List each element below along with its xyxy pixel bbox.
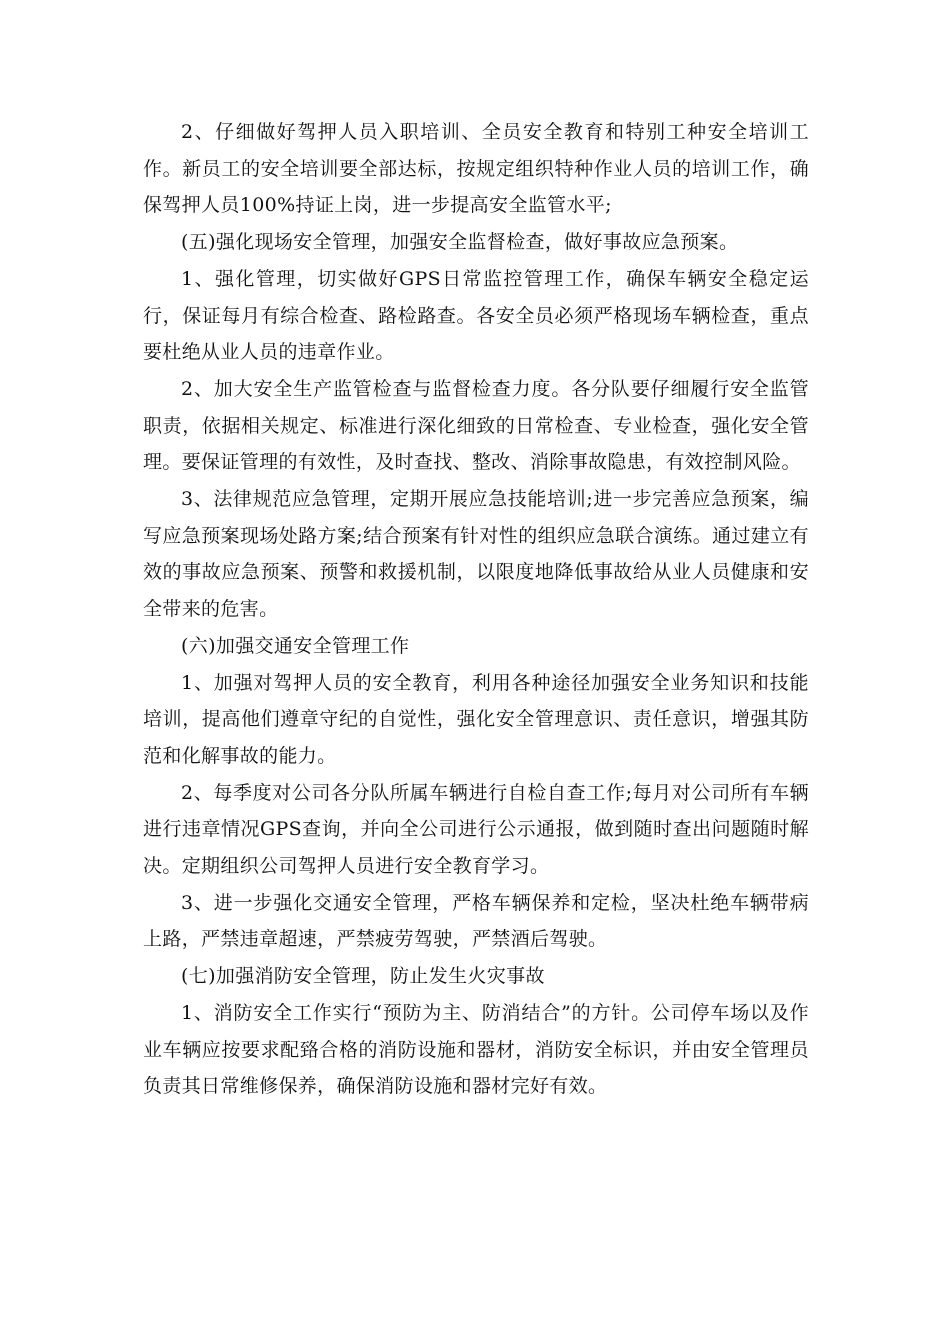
paragraph-traffic-safety: 3、进一步强化交通安全管理，严格车辆保养和定检，坚决杜绝车辆带病上路，严禁违章超速，严禁疲劳驾驶，严禁酒后驾驶。 — [143, 891, 809, 951]
section-heading-7: (七)加强消防安全管理，防止发生火灾事故 — [181, 965, 545, 988]
paragraph-vehicle-inspection: 2、每季度对公司各分队所属车辆进行自检自查工作;每月对公司所有车辆进行违章情况GPS查询，并向全公司进行公示通报，做到随时查出问题随时解决。定期组织公司驾押人员进行安全教育学习。 — [143, 781, 809, 878]
section-heading-5: (五)强化现场安全管理，加强安全监督检查，做好事故应急预案。 — [181, 231, 739, 254]
paragraph-supervision: 2、加大安全生产监管检查与监督检查力度。各分队要仔细履行安全监管职责，依据相关规定、标准进行深化细致的日常检查、专业检查，强化安全管理。要保证管理的有效性，及时查找、整改、消除事故隐患，有效控制风险。 — [143, 377, 809, 474]
paragraph-emergency: 3、法律规范应急管理，定期开展应急技能培训;进一步完善应急预案，编写应急预案现场处路方案;结合预案有针对性的组织应急联合演练。通过建立有效的事故应急预案、预警和救援机制，以限度地降低事故给从业人员健康和安全带来的危害。 — [143, 488, 809, 621]
section-heading-6: (六)加强交通安全管理工作 — [181, 634, 410, 657]
document-body — [143, 114, 809, 1105]
paragraph-gps-monitoring: 1、强化管理，切实做好GPS日常监控管理工作，确保车辆安全稳定运行，保证每月有综合检查、路检路查。各安全员必须严格现场车辆检查，重点要杜绝从业人员的违章作业。 — [143, 267, 809, 364]
paragraph-fire-safety: 1、消防安全工作实行“预防为主、防消结合”的方针。公司停车场以及作业车辆应按要求配臵合格的消防设施和器材，消防安全标识，并由安全管理员负责其日常维修保养，确保消防设施和器材完好有效。 — [143, 1001, 809, 1098]
paragraph-driver-education: 1、加强对驾押人员的安全教育，利用各种途径加强安全业务知识和技能培训，提高他们遵章守纪的自觉性，强化安全管理意识、责任意识，增强其防范和化解事故的能力。 — [143, 671, 809, 767]
paragraph-training: 2、仔细做好驾押人员入职培训、全员安全教育和特别工种安全培训工作。新员工的安全培训要全部达标，按规定组织特种作业人员的培训工作，确保驾押人员100%持证上岗，进一步提高安全监管水平; — [143, 121, 809, 217]
